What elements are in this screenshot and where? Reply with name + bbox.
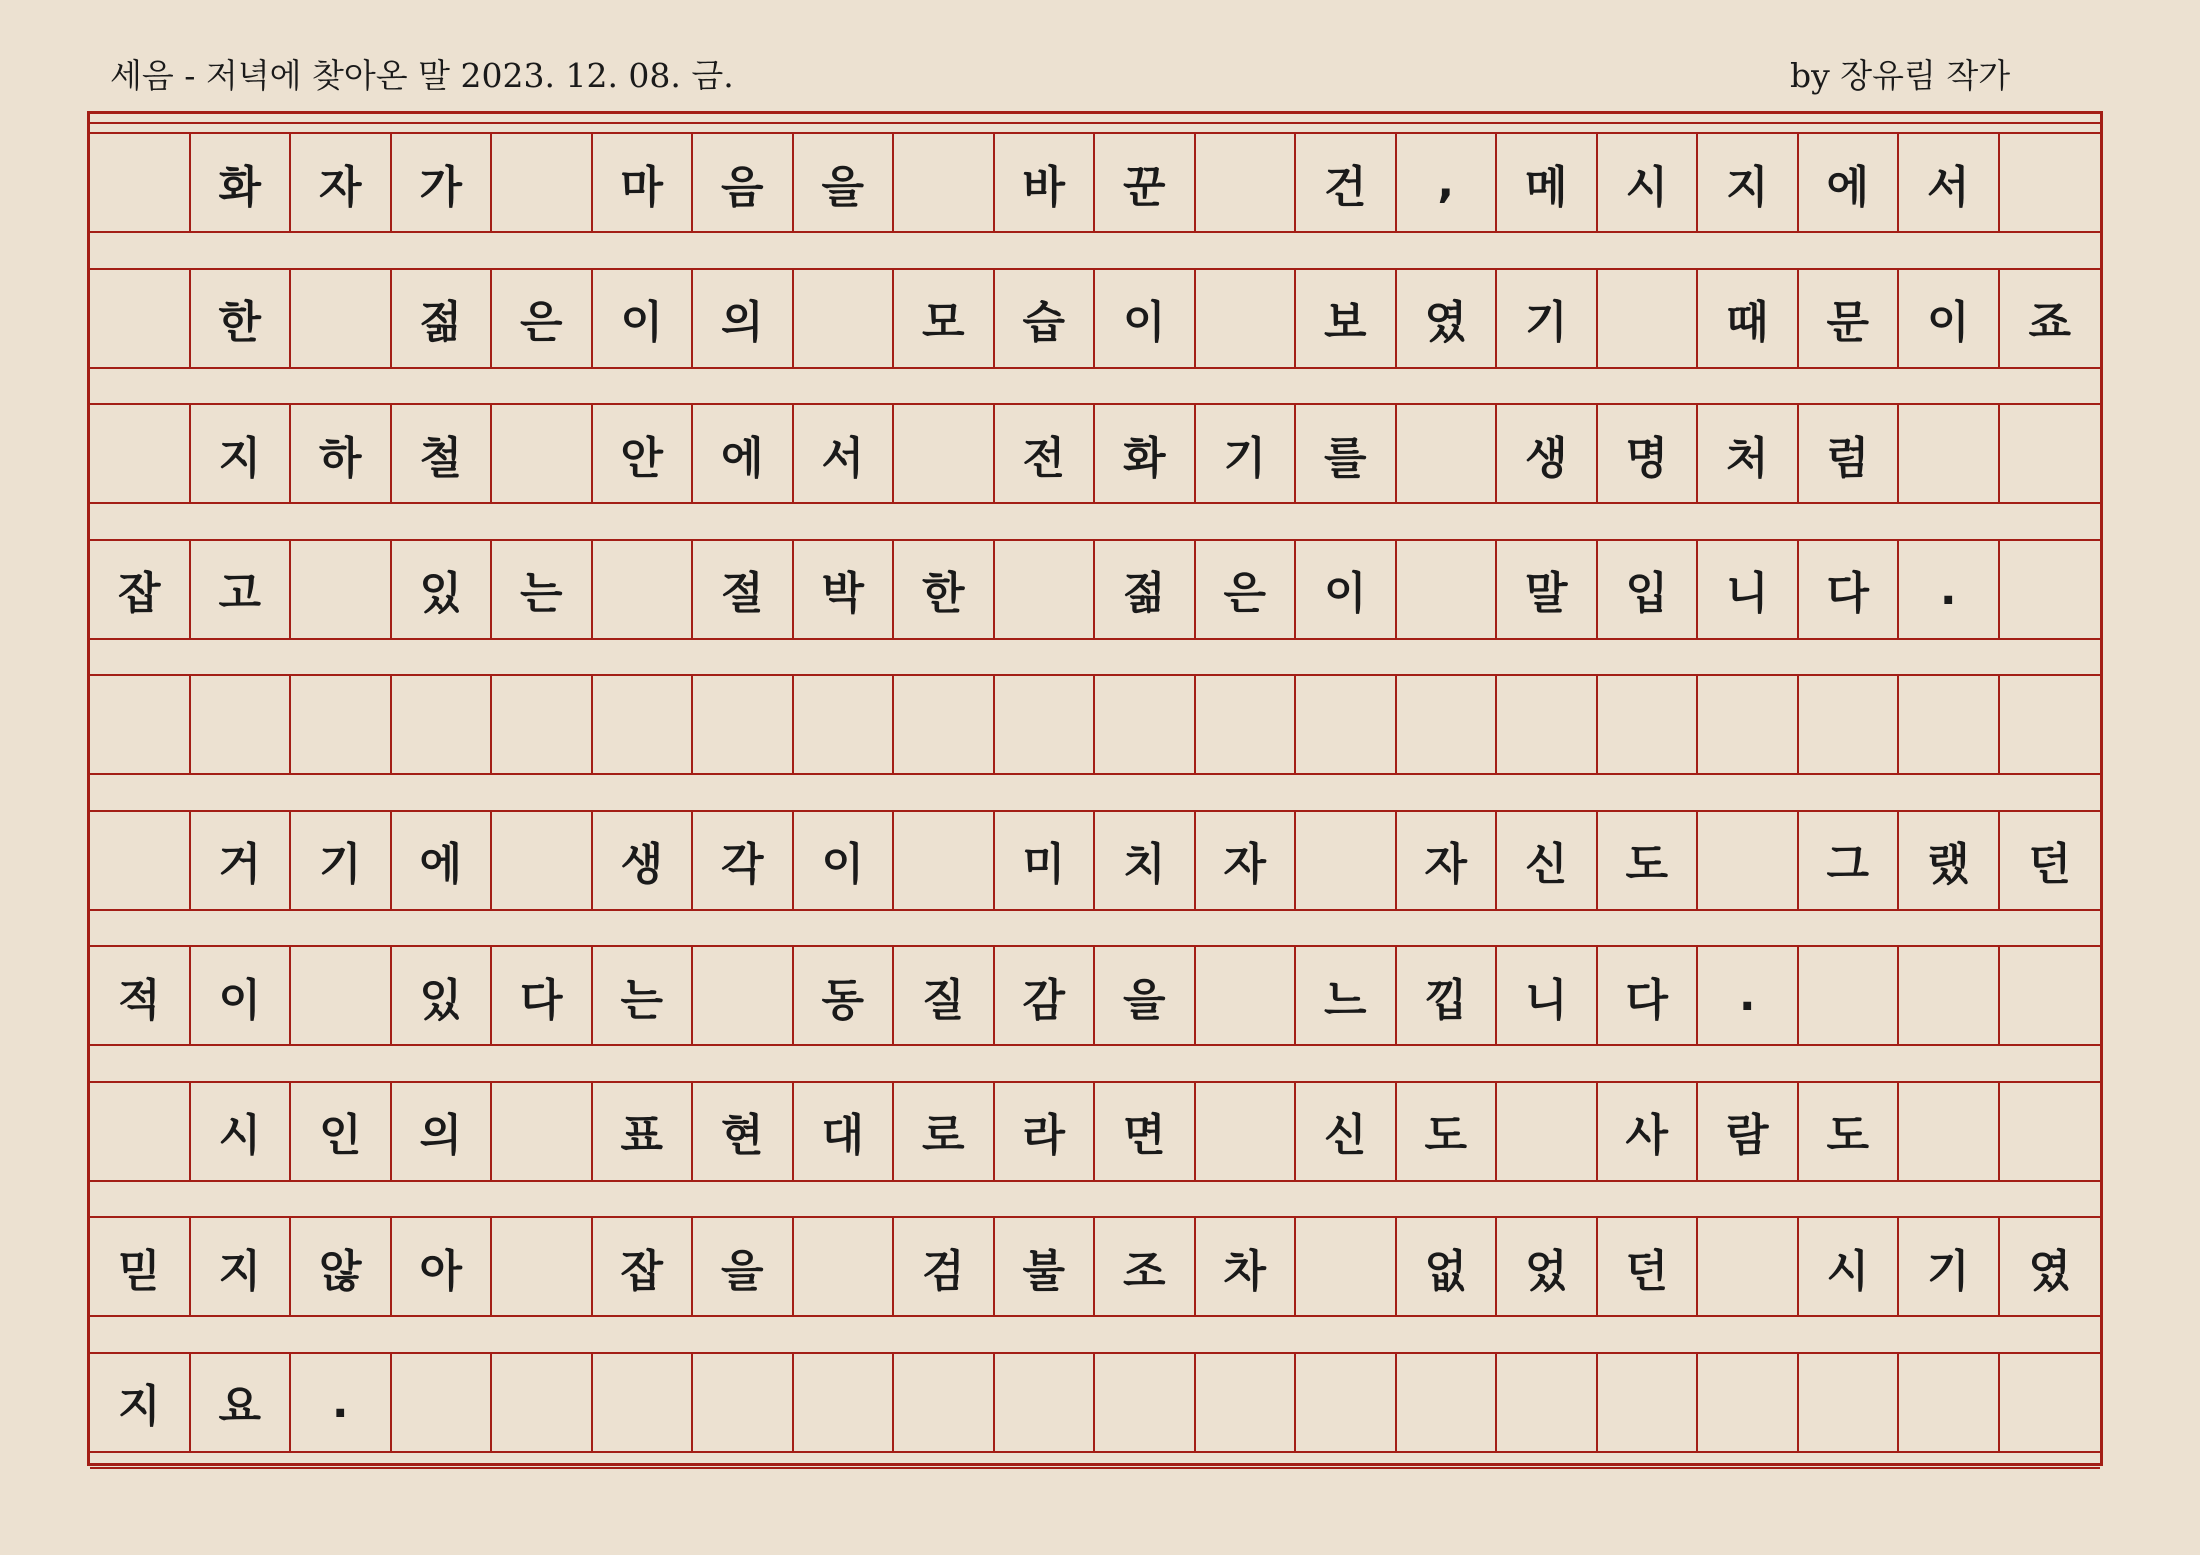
manuscript-cell: 로 bbox=[894, 1083, 995, 1180]
manuscript-cell bbox=[1397, 541, 1498, 638]
manuscript-cell: 신 bbox=[1296, 1083, 1397, 1180]
manuscript-cell bbox=[894, 812, 995, 909]
manuscript-cell: 이 bbox=[1095, 270, 1196, 367]
page-title: 세음 - 저녁에 찾아온 말 2023. 12. 08. 금. bbox=[110, 56, 734, 95]
manuscript-cell bbox=[1497, 1354, 1598, 1451]
manuscript-cell bbox=[90, 812, 191, 909]
manuscript-cell: 없 bbox=[1397, 1218, 1498, 1315]
manuscript-cell bbox=[794, 270, 895, 367]
manuscript-cell: 문 bbox=[1799, 270, 1900, 367]
manuscript-cell: 죠 bbox=[2028, 297, 2071, 348]
manuscript-cell: 않 bbox=[291, 1218, 392, 1315]
manuscript-cell: 였 bbox=[2028, 1245, 2071, 1297]
manuscript-cell bbox=[1799, 947, 1900, 1044]
manuscript-cell: 랬 bbox=[1899, 812, 2000, 909]
manuscript-row bbox=[90, 1352, 2100, 1453]
sheet-top-rule bbox=[90, 122, 2100, 124]
manuscript-cell bbox=[2000, 676, 2101, 773]
manuscript-cell: 느 bbox=[1296, 947, 1397, 1044]
manuscript-cell: 음 bbox=[693, 134, 794, 231]
manuscript-cell bbox=[1196, 134, 1297, 231]
manuscript-cell bbox=[995, 676, 1096, 773]
manuscript-cell bbox=[894, 1354, 995, 1451]
manuscript-cell: 사 bbox=[1598, 1083, 1699, 1180]
manuscript-cell: 보 bbox=[1296, 270, 1397, 367]
manuscript-cell: 다 bbox=[1598, 947, 1699, 1044]
manuscript-cell: 었 bbox=[1497, 1218, 1598, 1315]
manuscript-cell bbox=[1095, 676, 1196, 773]
manuscript-cell: 건 bbox=[1296, 134, 1397, 231]
manuscript-cell: 이 bbox=[1899, 270, 2000, 367]
manuscript-cell: 라 bbox=[995, 1083, 1096, 1180]
manuscript-cell: 에 bbox=[392, 812, 493, 909]
manuscript-cell: 을 bbox=[1095, 947, 1196, 1044]
manuscript-cell: 검 bbox=[894, 1218, 995, 1315]
sheet-bottom-rule bbox=[90, 1467, 2100, 1469]
manuscript-cell: 던 bbox=[1598, 1218, 1699, 1315]
manuscript-cell bbox=[1698, 1218, 1799, 1315]
manuscript-cell: 면 bbox=[1095, 1083, 1196, 1180]
manuscript-cell: 인 bbox=[291, 1083, 392, 1180]
manuscript-cell: 자 bbox=[291, 134, 392, 231]
manuscript-cell bbox=[693, 947, 794, 1044]
manuscript-cell bbox=[90, 1083, 191, 1180]
manuscript-cell: 자 bbox=[1196, 812, 1297, 909]
manuscript-row bbox=[90, 674, 2100, 775]
manuscript-cell bbox=[1598, 1354, 1699, 1451]
manuscript-cell bbox=[291, 541, 392, 638]
manuscript-cell bbox=[1397, 1354, 1498, 1451]
manuscript-cell: 는 bbox=[492, 541, 593, 638]
manuscript-cell bbox=[995, 541, 1096, 638]
manuscript-cell bbox=[492, 812, 593, 909]
manuscript-cell: 마 bbox=[593, 134, 694, 231]
manuscript-row bbox=[90, 403, 2100, 504]
manuscript-cell bbox=[2000, 541, 2101, 638]
manuscript-cell bbox=[593, 541, 694, 638]
manuscript-cell bbox=[2000, 947, 2101, 1044]
manuscript-cell: 하 bbox=[291, 405, 392, 502]
manuscript-cell: 아 bbox=[392, 1218, 493, 1315]
manuscript-cell: 지 bbox=[191, 1218, 292, 1315]
manuscript-cell: 각 bbox=[693, 812, 794, 909]
manuscript-cell bbox=[1397, 405, 1498, 502]
manuscript-cell: 에 bbox=[1799, 134, 1900, 231]
manuscript-cell bbox=[1296, 812, 1397, 909]
manuscript-cell: 적 bbox=[90, 947, 191, 1044]
manuscript-cell: 기 bbox=[1497, 270, 1598, 367]
manuscript-cell bbox=[492, 405, 593, 502]
manuscript-cell bbox=[90, 405, 191, 502]
manuscript-cell bbox=[593, 1354, 694, 1451]
manuscript-cell: 서 bbox=[794, 405, 895, 502]
manuscript-cell: 한 bbox=[894, 541, 995, 638]
manuscript-cell bbox=[1899, 1083, 2000, 1180]
manuscript-cell bbox=[1899, 676, 2000, 773]
manuscript-cell: 메 bbox=[1497, 134, 1598, 231]
manuscript-cell: 던 bbox=[2028, 839, 2071, 890]
manuscript-cell: 안 bbox=[593, 405, 694, 502]
manuscript-cell: 도 bbox=[1799, 1083, 1900, 1180]
manuscript-cell: 를 bbox=[1296, 405, 1397, 502]
manuscript-cell: 이 bbox=[593, 270, 694, 367]
author-credit: by 장유림 작가 bbox=[1790, 56, 2011, 95]
manuscript-cell bbox=[693, 1354, 794, 1451]
manuscript-cell: 은 bbox=[1196, 541, 1297, 638]
manuscript-cell: 잡 bbox=[90, 541, 191, 638]
manuscript-row bbox=[90, 132, 2100, 233]
manuscript-cell bbox=[1095, 1354, 1196, 1451]
manuscript-cell bbox=[1799, 676, 1900, 773]
manuscript-row bbox=[90, 1216, 2100, 1317]
manuscript-cell: 말 bbox=[1497, 541, 1598, 638]
manuscript-cell bbox=[492, 134, 593, 231]
manuscript-cell bbox=[1698, 1354, 1799, 1451]
manuscript-cell: 젊 bbox=[392, 270, 493, 367]
manuscript-cell: 불 bbox=[995, 1218, 1096, 1315]
manuscript-cell bbox=[291, 947, 392, 1044]
manuscript-cell: 가 bbox=[392, 134, 493, 231]
manuscript-cell bbox=[1899, 947, 2000, 1044]
manuscript-cell: 기 bbox=[1196, 405, 1297, 502]
manuscript-cell: 은 bbox=[492, 270, 593, 367]
manuscript-cell bbox=[995, 1354, 1096, 1451]
manuscript-cell: 자 bbox=[1397, 812, 1498, 909]
manuscript-cell bbox=[90, 134, 191, 231]
manuscript-cell: 시 bbox=[191, 1083, 292, 1180]
manuscript-cell bbox=[1296, 1218, 1397, 1315]
manuscript-cell: 을 bbox=[693, 1218, 794, 1315]
manuscript-cell: 는 bbox=[593, 947, 694, 1044]
manuscript-cell: 시 bbox=[1799, 1218, 1900, 1315]
manuscript-cell bbox=[1296, 1354, 1397, 1451]
manuscript-cell bbox=[593, 676, 694, 773]
manuscript-cell: 믿 bbox=[90, 1218, 191, 1315]
manuscript-cell bbox=[894, 134, 995, 231]
manuscript-cell: 한 bbox=[191, 270, 292, 367]
manuscript-cell bbox=[794, 1218, 895, 1315]
manuscript-cell: 철 bbox=[392, 405, 493, 502]
manuscript-cell: 박 bbox=[794, 541, 895, 638]
manuscript-cell: 차 bbox=[1196, 1218, 1297, 1315]
manuscript-cell: 거 bbox=[191, 812, 292, 909]
manuscript-cell: 의 bbox=[392, 1083, 493, 1180]
manuscript-cell bbox=[392, 676, 493, 773]
manuscript-cell bbox=[1196, 270, 1297, 367]
manuscript-cell bbox=[1196, 947, 1297, 1044]
manuscript-cell: 습 bbox=[995, 270, 1096, 367]
manuscript-row bbox=[90, 268, 2100, 369]
manuscript-cell bbox=[1497, 676, 1598, 773]
manuscript-cell bbox=[492, 676, 593, 773]
manuscript-cell: 람 bbox=[1698, 1083, 1799, 1180]
manuscript-row bbox=[90, 1081, 2100, 1182]
manuscript-cell bbox=[794, 676, 895, 773]
manuscript-cell: 의 bbox=[693, 270, 794, 367]
manuscript-cell: 도 bbox=[1598, 812, 1699, 909]
manuscript-cell bbox=[1598, 676, 1699, 773]
manuscript-cell bbox=[1799, 1354, 1900, 1451]
manuscript-cell: , bbox=[1397, 134, 1498, 231]
manuscript-cell bbox=[894, 676, 995, 773]
manuscript-cell: 기 bbox=[291, 812, 392, 909]
manuscript-cell: 치 bbox=[1095, 812, 1196, 909]
manuscript-cell bbox=[1598, 270, 1699, 367]
manuscript-cell: 미 bbox=[995, 812, 1096, 909]
manuscript-cell bbox=[1497, 1083, 1598, 1180]
manuscript-cell: 지 bbox=[90, 1354, 191, 1451]
manuscript-cell: 동 bbox=[794, 947, 895, 1044]
manuscript-cell: 현 bbox=[693, 1083, 794, 1180]
manuscript-cell: 있 bbox=[392, 947, 493, 1044]
manuscript-cell: 전 bbox=[995, 405, 1096, 502]
manuscript-cell: 그 bbox=[1799, 812, 1900, 909]
manuscript-cell bbox=[794, 1354, 895, 1451]
manuscript-cell bbox=[1698, 812, 1799, 909]
manuscript-cell bbox=[2000, 1354, 2101, 1451]
manuscript-cell: 있 bbox=[392, 541, 493, 638]
manuscript-cell: 지 bbox=[1698, 134, 1799, 231]
manuscript-cell bbox=[693, 676, 794, 773]
manuscript-cell: 시 bbox=[1598, 134, 1699, 231]
manuscript-cell: 지 bbox=[191, 405, 292, 502]
manuscript-cell: 모 bbox=[894, 270, 995, 367]
manuscript-cell: 절 bbox=[693, 541, 794, 638]
manuscript-cell bbox=[191, 676, 292, 773]
manuscript-cell: 대 bbox=[794, 1083, 895, 1180]
manuscript-cell: 에 bbox=[693, 405, 794, 502]
manuscript-cell: . bbox=[1899, 541, 2000, 638]
manuscript-cell: 꾼 bbox=[1095, 134, 1196, 231]
manuscript-cell: 였 bbox=[1397, 270, 1498, 367]
manuscript-cell: . bbox=[291, 1354, 392, 1451]
manuscript-cell: 신 bbox=[1497, 812, 1598, 909]
manuscript-sheet bbox=[87, 111, 2103, 1466]
manuscript-cell: 이 bbox=[1296, 541, 1397, 638]
manuscript-cell: 도 bbox=[1397, 1083, 1498, 1180]
manuscript-row bbox=[90, 539, 2100, 640]
manuscript-cell: 니 bbox=[1497, 947, 1598, 1044]
manuscript-cell bbox=[291, 676, 392, 773]
manuscript-cell bbox=[1296, 676, 1397, 773]
manuscript-row bbox=[90, 945, 2100, 1046]
manuscript-cell bbox=[1899, 405, 2000, 502]
manuscript-cell bbox=[2000, 1083, 2101, 1180]
manuscript-cell: 질 bbox=[894, 947, 995, 1044]
manuscript-cell: 생 bbox=[593, 812, 694, 909]
manuscript-cell: 감 bbox=[995, 947, 1096, 1044]
manuscript-cell: 이 bbox=[794, 812, 895, 909]
manuscript-cell: 서 bbox=[1899, 134, 2000, 231]
manuscript-cell: 잡 bbox=[593, 1218, 694, 1315]
manuscript-cell bbox=[492, 1218, 593, 1315]
manuscript-cell bbox=[2000, 134, 2101, 231]
manuscript-cell: 다 bbox=[1799, 541, 1900, 638]
manuscript-cell: 을 bbox=[794, 134, 895, 231]
manuscript-cell: 명 bbox=[1598, 405, 1699, 502]
manuscript-cell bbox=[392, 1354, 493, 1451]
manuscript-row bbox=[90, 810, 2100, 911]
manuscript-cell: 다 bbox=[492, 947, 593, 1044]
manuscript-cell bbox=[492, 1083, 593, 1180]
manuscript-cell: 생 bbox=[1497, 405, 1598, 502]
manuscript-cell bbox=[1196, 1354, 1297, 1451]
manuscript-cell: 화 bbox=[1095, 405, 1196, 502]
manuscript-cell bbox=[2000, 405, 2101, 502]
manuscript-cell: . bbox=[1698, 947, 1799, 1044]
manuscript-cell bbox=[1899, 1354, 2000, 1451]
manuscript-cell: 처 bbox=[1698, 405, 1799, 502]
manuscript-cell bbox=[1698, 676, 1799, 773]
manuscript-cell: 낍 bbox=[1397, 947, 1498, 1044]
manuscript-cell: 화 bbox=[191, 134, 292, 231]
manuscript-cell: 바 bbox=[995, 134, 1096, 231]
manuscript-cell bbox=[1196, 676, 1297, 773]
manuscript-cell bbox=[90, 676, 191, 773]
manuscript-cell bbox=[90, 270, 191, 367]
manuscript-cell: 조 bbox=[1095, 1218, 1196, 1315]
manuscript-cell: 럼 bbox=[1799, 405, 1900, 502]
manuscript-cell: 요 bbox=[191, 1354, 292, 1451]
manuscript-cell: 기 bbox=[1899, 1218, 2000, 1315]
manuscript-cell: 젊 bbox=[1095, 541, 1196, 638]
manuscript-cell: 때 bbox=[1698, 270, 1799, 367]
manuscript-cell: 이 bbox=[191, 947, 292, 1044]
manuscript-cell: 고 bbox=[191, 541, 292, 638]
manuscript-cell: 표 bbox=[593, 1083, 694, 1180]
manuscript-cell bbox=[492, 1354, 593, 1451]
manuscript-cell bbox=[1397, 676, 1498, 773]
manuscript-cell bbox=[291, 270, 392, 367]
manuscript-cell: 니 bbox=[1698, 541, 1799, 638]
manuscript-cell: 입 bbox=[1598, 541, 1699, 638]
manuscript-cell bbox=[1196, 1083, 1297, 1180]
manuscript-cell bbox=[894, 405, 995, 502]
